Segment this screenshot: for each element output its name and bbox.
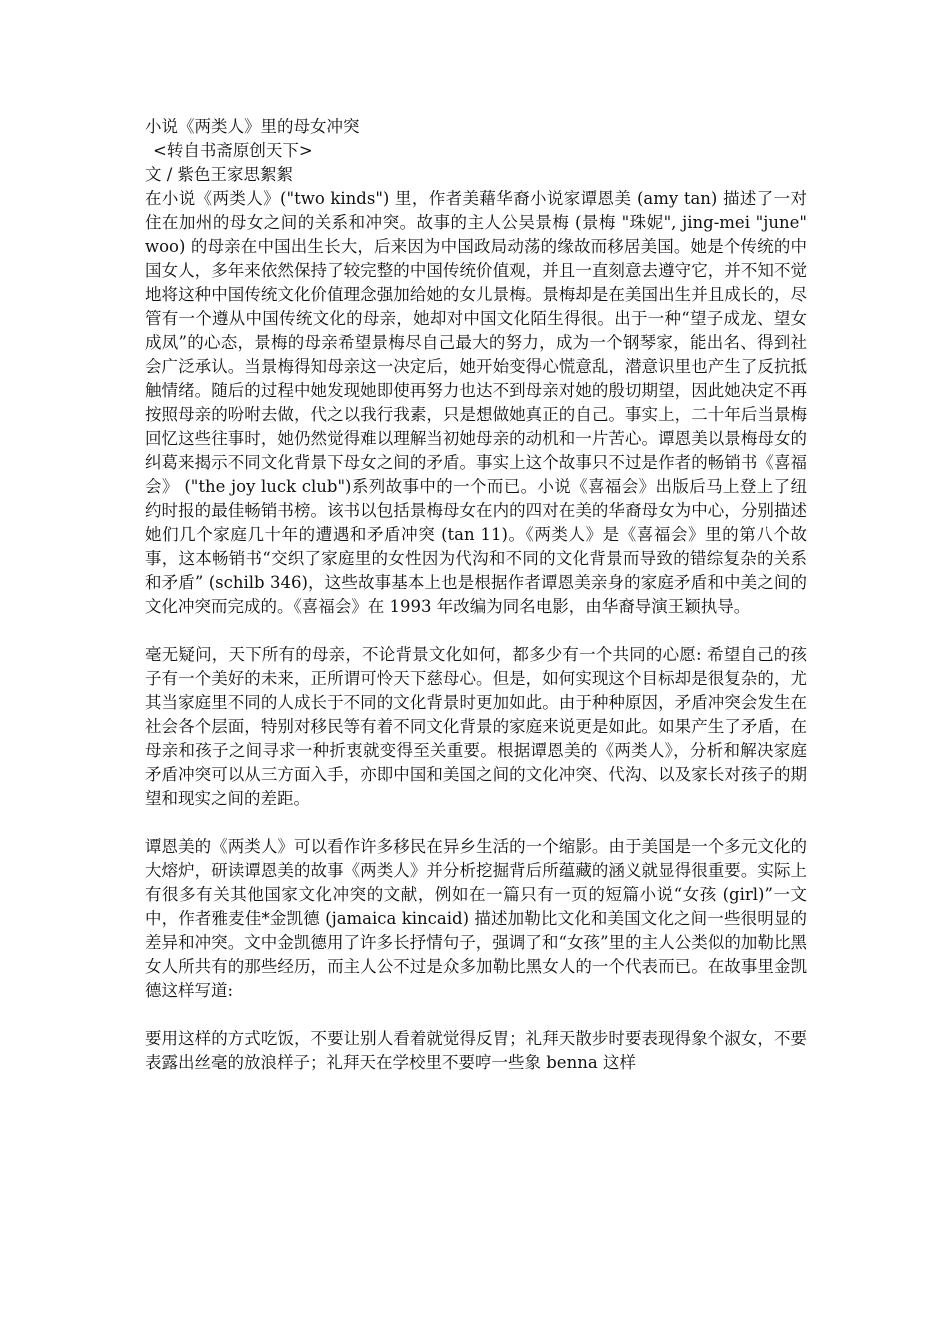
paragraph-1: 在小说《两类人》("two kinds") 里，作者美藉华裔小说家谭恩美 (amy tan) 描述了一对住在加州的母女之间的关系和冲突。故事的主人公吴景梅 (景梅 "珠妮", jing-mei "june" woo) 的母亲在中国出生长大，后来因为中国政局动荡的缘故而移居美国。她是个传统的中国女人，多年来依然保持了较完整的中国传统价值观，并且一直刻意去遵守它，并不知不觉地将这种中国传统文化价值理念强加给她的女儿景梅。景梅却是在美国出生并且成长的，尽管有一个遵从中国传统文化的母亲，她却对中国文化陌生得很。出于一种“望子成龙、望女成凤”的心态，景梅的母亲希望景梅尽自己最大的努力，成为一个钢琴家，能出名、得到社会广泛承认。当景梅得知母亲这一决定后，她开始变得心慌意乱，潜意识里也产生了反抗抵触情绪。随后的过程中她发现她即使再努力也达不到母亲对她的殷切期望，因此她决定不再按照母亲的吩咐去做，代之以我行我素，只是想做她真正的自己。事实上，二十年后当景梅回忆这些往事时，她仍然觉得难以理解当初她母亲的动机和一片苦心。谭恩美以景梅母女的纠葛来揭示不同文化背景下母女之间的矛盾。事实上这个故事只不过是作者的畅销书《喜福会》 ("the joy luck club")系列故事中的一个而已。小说《喜福会》出版后马上登上了纽约时报的最佳畅销书榜。该书以包括景梅母女在内的四对在美的华裔母女为中心，分别描述她们几个家庭几十年的遭遇和矛盾冲突 (tan 11)。《两类人》是《喜福会》里的第八个故事，这本畅销书“交织了家庭里的女性因为代沟和不同的文化背景而导致的错综复杂的关系和矛盾” (schilb 346)，这些故事基本上也是根据作者谭恩美亲身的家庭矛盾和中美之间的文化冲突而完成的。《喜福会》在 1993 年改编为同名电影，由华裔导演王颖执导。 (145, 189, 807, 616)
document-page (145, 115, 807, 1075)
paragraph-gap (145, 619, 807, 643)
paragraph-4-quote: 要用这样的方式吃饭，不要让别人看着就觉得反胃；礼拜天散步时要表现得象个淑女，不要表露出丝毫的放浪样子；礼拜天在学校里不要哼一些象 benna 这样 (145, 1029, 807, 1072)
paragraph-gap (145, 1003, 807, 1027)
paragraph-gap (145, 811, 807, 835)
paragraph-2: 毫无疑问，天下所有的母亲，不论背景文化如何，都多少有一个共同的心愿: 希望自己的孩子有一个美好的未来，正所谓可怜天下慈母心。但是，如何实现这个目标却是很复杂的，尤其当家庭里不同的人成长于不同的文化背景时更加如此。由于种种原因，矛盾冲突会发生在社会各个层面，特别对移民等有着不同文化背景的家庭来说更是如此。如果产生了矛盾，在母亲和孩子之间寻求一种折衷就变得至关重要。根据谭恩美的《两类人》，分析和解决家庭矛盾冲突可以从三方面入手，亦即中国和美国之间的文化冲突、代沟、以及家长对孩子的期望和现实之间的差距。 (145, 645, 807, 808)
article-title: 小说《两类人》里的母女冲突 (145, 117, 360, 136)
paragraph-3: 谭恩美的《两类人》可以看作许多移民在异乡生活的一个缩影。由于美国是一个多元文化的大熔炉，研读谭恩美的故事《两类人》并分析挖掘背后所蕴藏的涵义就显得很重要。实际上有很多有关其他国家文化冲突的文献，例如在一篇只有一页的短篇小说“女孩 (girl)”一文中，作者雅麦佳*金凯德 (jamaica kincaid) 描述加勒比文化和美国文化之间一些很明显的差异和冲突。文中金凯德用了许多长抒情句子，强调了和“女孩”里的主人公类似的加勒比黑女人所共有的那些经历，而主人公不过是众多加勒比黑女人的一个代表而已。在故事里金凯德这样写道: (145, 837, 807, 1000)
byline: 文 / 紫色王家思絮絮 (145, 165, 294, 184)
source-note: <转自书斋原创天下> (153, 141, 313, 160)
